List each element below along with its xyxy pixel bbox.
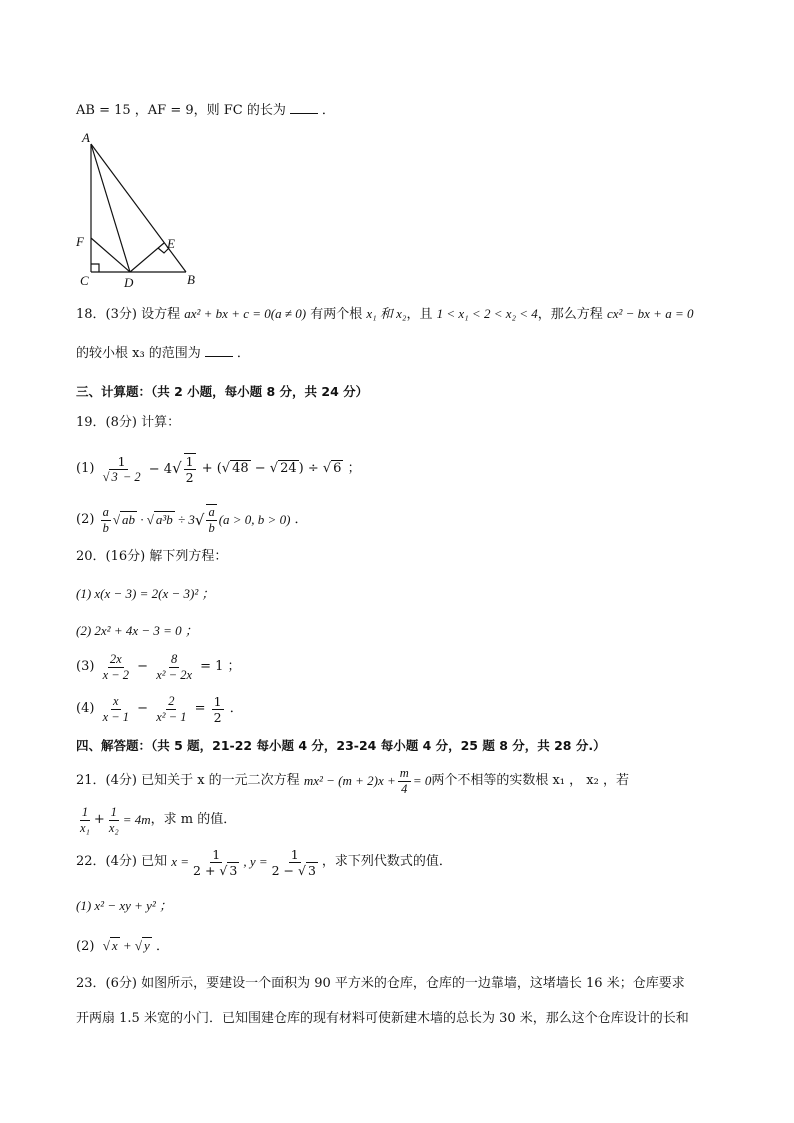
q19-title: 19．(8分) 计算： (76, 415, 181, 430)
q20-title: 20．(16分) 解下列方程： (76, 549, 228, 564)
q20-part4: (4) $\frac{x}{x - 1}$ − $\frac{2}{\text{x² − 1}}$ = $\frac{1}{2}$ ． (76, 693, 243, 725)
q20-part1: (1) x(x − 3) = 2(x − 3)² ； (76, 586, 215, 601)
q17-text: AB = 15 ，AF = 9，则 FC 的长为 (76, 103, 286, 118)
q20-p4-label: (4) (76, 701, 95, 716)
line-FD (91, 238, 130, 272)
q18-equation-1: ax² + bx + c = 0(a ≠ 0) (184, 306, 307, 321)
q19-p1-sqrt-frac: $\frac{1}{2}$ (185, 454, 194, 485)
q20-part2: (2) 2x² + 4x − 3 = 0 ； (76, 623, 198, 638)
q19-part2: (2) $\frac{a}{b}$ √ ab · √ a³b ÷ 3 √ $\frac{a}{b}$ (a > 0, b > 0) ． (76, 504, 308, 535)
line-DE (130, 243, 164, 272)
q18-answer-blank[interactable] (205, 344, 233, 357)
q18-line1 (76, 305, 693, 324)
q18-equation-2: cx² − bx + a = 0 (606, 306, 694, 321)
q18-roots: x₁ 和 x₂ (366, 306, 407, 321)
q18-lead: 18．(3分) 设方程 (76, 307, 181, 322)
q19-part1: (1) $\frac{1}{√ 3 - 2}$ − 4√ $\frac{1}{2}$ + (√ 48 − √ 24 ) ÷ √ 6 ； (76, 453, 361, 485)
label-C: C (80, 273, 89, 288)
q18-then: ，那么方程 (537, 307, 603, 322)
q18-line2 (76, 344, 250, 363)
q19-p1-label: (1) (76, 461, 95, 476)
q21-line2-tail: ，求 m 的值． (150, 812, 237, 827)
q19-p2-sqrt-frac: $\frac{a}{b}$ (208, 505, 215, 535)
q23-line2: 开两扇 1.5 米宽的小门．已知围建仓库的现有材料可使新建木墙的总长为 30 米，那么这个仓库设计的长和 (76, 1011, 689, 1026)
label-B: B (187, 272, 195, 287)
q18-end: ． (236, 346, 250, 361)
q22-part2: (2) √ x + √ y ． (76, 938, 169, 954)
q18-condition: 1 < x₁ < 2 < x₂ < 4 (436, 306, 538, 321)
right-angle-C (91, 264, 99, 272)
q22-p2-label: (2) (76, 939, 95, 954)
q22-tail: ，求下列代数式的值． (321, 854, 452, 869)
section-3-heading: 三、计算题：（共 2 小题，每小题 8 分，共 24 分） (76, 384, 369, 399)
line-AB (91, 144, 186, 272)
label-F: F (76, 234, 84, 249)
q17-tail (76, 101, 335, 120)
q20-p3-label: (3) (76, 659, 95, 674)
q17-end: ． (321, 103, 335, 118)
triangle-figure (70, 126, 210, 291)
q22-part1: (1) x² − xy + y² ； (76, 898, 173, 913)
q21-lead: 21．(4分) 已知关于 x 的一元二次方程 (76, 773, 300, 788)
q22-lead: 22．(4分) 已知 (76, 854, 168, 869)
label-D: D (124, 275, 134, 290)
label-A: A (82, 130, 90, 145)
q18-line2-text: 的较小根 x₃ 的范围为 (76, 346, 201, 361)
q21-line2: $\frac{1}{\text{x₁}}$ + $\frac{1}{\text{x₂}}$ = 4m ，求 m 的值． (80, 804, 237, 835)
q21-line1: 21．(4分) 已知关于 x 的一元二次方程 mx² − (m + 2)x + $\frac{m}{4}$ = 0 两个不相等的实数根 x₁ ， x₂ ，若 (76, 765, 629, 796)
q21-tail: 两个不相等的实数根 x₁ ， x₂ ，若 (431, 773, 629, 788)
line-AD (91, 144, 130, 272)
section-4-heading: 四、解答题：（共 5 题，21-22 每小题 4 分，23-24 每小题 4 分，25 题 8 分，共 28 分.） (76, 738, 606, 753)
q23-line1: 23．(6分) 如图所示，要建设一个面积为 90 平方米的仓库，仓库的一边靠墙，这堵墙长 16 米；仓库要求 (76, 976, 685, 991)
q18-cond-lead: ，且 (406, 307, 433, 322)
q17-answer-blank[interactable] (290, 101, 318, 114)
q19-p1-frac: $\frac{1}{√ 3 - 2}$ (102, 453, 141, 484)
q22-line1: 22．(4分) 已知 x = $\frac{1}{2 + √ 3}$ , y = $\frac{1}{2 - √ 3}$ ，求下列代数式的值． (76, 846, 452, 878)
q18-mid: 有两个根 (310, 307, 363, 322)
label-E: E (167, 236, 175, 251)
q20-part3: (3) $\frac{2x}{x - 2}$ − $\frac{8}{\text{x² − 2x}}$ = 1 ； (76, 651, 241, 682)
q19-p2-label: (2) (76, 512, 95, 527)
q19-p2-frac: $\frac{a}{b}$ (102, 504, 109, 535)
